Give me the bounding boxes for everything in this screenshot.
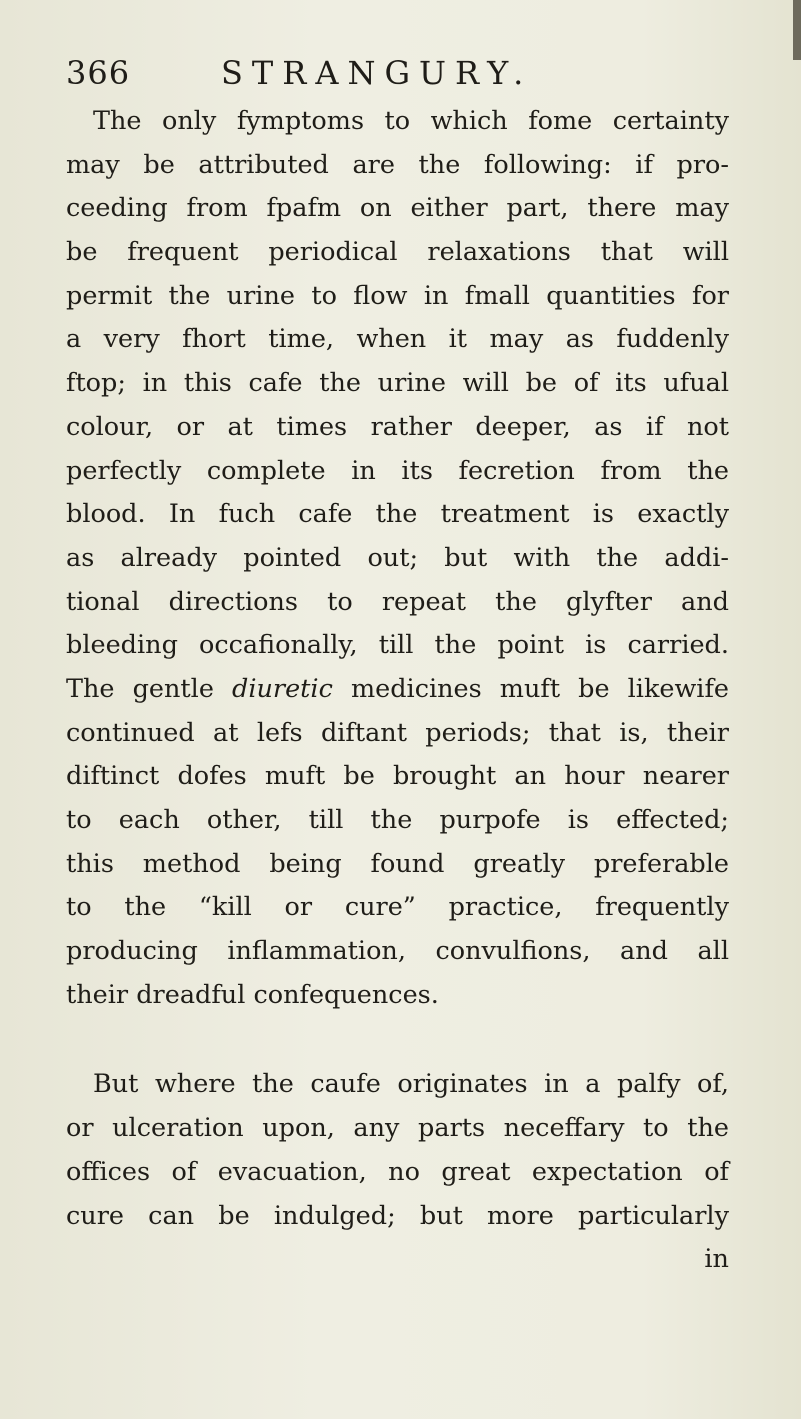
page-number: 366: [66, 54, 131, 92]
text-line: a very fhort time, when it may as fuddenly: [66, 324, 729, 355]
text-line: cure can be indulged; but more particularly: [66, 1200, 729, 1231]
paragraph-gap: [66, 1017, 729, 1063]
text-line-with-italic: [66, 668, 729, 712]
catchword: in: [704, 1244, 729, 1275]
text-line: ceeding from fpafm on either part, there may: [66, 193, 729, 224]
page-edge-mark: [793, 0, 801, 60]
text-line: continued at lefs diftant periods; that is, their: [66, 717, 729, 748]
text-line: colour, or at times rather deeper, as if not: [66, 411, 729, 442]
text-line: perfectly complete in its fecretion from the: [66, 455, 729, 486]
text-line: permit the urine to flow in fmall quantities for: [66, 280, 729, 311]
paragraph-2: [66, 1063, 729, 1281]
text-line: bleeding occafionally, till the point is carried.: [66, 630, 729, 661]
text-line: The only fymptoms to which fome certainty: [93, 106, 729, 136]
text-line: to the “kill or cure” practice, frequently: [66, 892, 729, 923]
italic-term: diuretic: [232, 673, 333, 704]
text-line: be frequent periodical relaxations that will: [66, 237, 729, 268]
text-line: to each other, till the purpofe is effected;: [66, 805, 729, 835]
body-text: [66, 100, 729, 1282]
text-line: this method being found greatly preferable: [66, 848, 729, 879]
text-line: But where the caufe originates in a palfy of,: [93, 1069, 729, 1100]
text-line: ftop; in this cafe the urine will be of its ufual: [66, 368, 729, 399]
text-line: producing inflammation, convulfions, and all: [66, 936, 729, 967]
text-line: may be attributed are the following: if pro-: [66, 149, 729, 180]
text-line: tional directions to repeat the glyfter and: [66, 586, 729, 617]
text-segment: medicines muft be likewife: [332, 673, 729, 704]
text-line: their dreadful confequences.: [66, 979, 439, 1010]
text-line: offices of evacuation, no great expectation of: [66, 1156, 729, 1187]
text-line: or ulceration upon, any parts neceffary to the: [66, 1113, 729, 1144]
text-line: blood. In fuch cafe the treatment is exactly: [66, 499, 729, 530]
running-head: STRANGURY.: [221, 54, 533, 92]
text-line: as already pointed out; but with the addi-: [66, 542, 729, 573]
text-line: diftinct dofes muft be brought an hour nearer: [66, 761, 729, 792]
paragraph-1: [66, 100, 729, 1017]
text-segment: The gentle: [66, 673, 232, 704]
page-header: [66, 50, 726, 94]
